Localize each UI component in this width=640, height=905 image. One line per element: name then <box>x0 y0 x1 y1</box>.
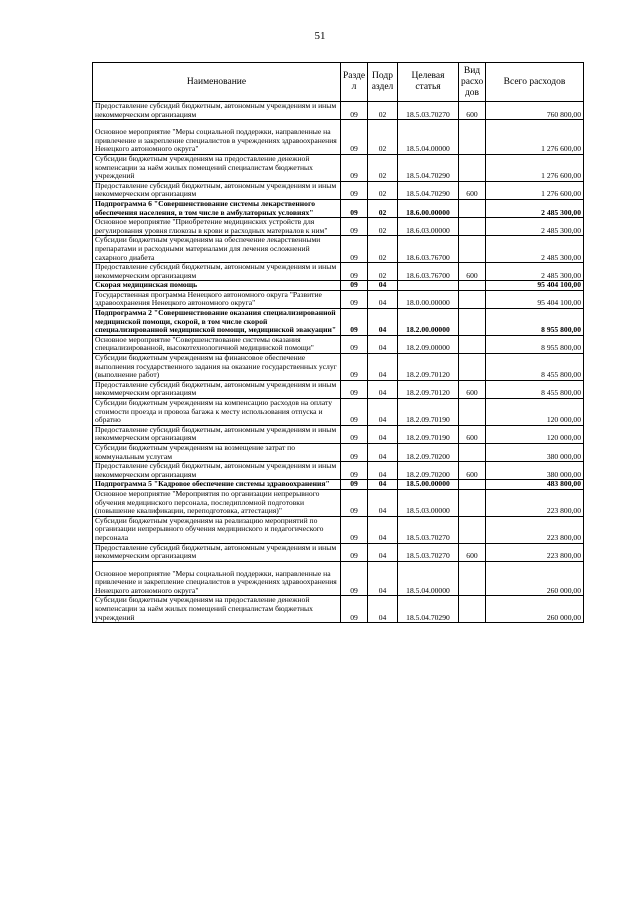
cell-subsection: 04 <box>368 489 398 516</box>
cell-subsection: 02 <box>368 236 398 263</box>
cell-name: Субсидии бюджетным учреждениям на предоставление денежной компенсации за наём жилых помещений специалистам бюджетных учреждений <box>93 596 341 623</box>
cell-section: 09 <box>341 281 368 291</box>
cell-total: 8 455 800,00 <box>486 354 584 381</box>
cell-subsection: 04 <box>368 480 398 490</box>
cell-section: 09 <box>341 102 368 120</box>
table-row <box>93 480 584 490</box>
table-row <box>93 154 584 181</box>
cell-subsection: 04 <box>368 596 398 623</box>
cell-subsection: 04 <box>368 335 398 353</box>
cell-subsection: 04 <box>368 443 398 461</box>
cell-subsection: 02 <box>368 154 398 181</box>
cell-target: 18.6.03.76700 <box>398 263 459 281</box>
cell-name: Предоставление субсидий бюджетным, автономным учреждениям и иным некоммерческим организациям <box>93 462 341 480</box>
table-row <box>93 181 584 199</box>
cell-name: Предоставление субсидий бюджетным, автономным учреждениям и иным некоммерческим организациям <box>93 425 341 443</box>
cell-target: 18.5.03.70270 <box>398 516 459 543</box>
cell-kind <box>459 290 486 308</box>
cell-target: 18.5.04.70290 <box>398 596 459 623</box>
cell-subsection: 04 <box>368 290 398 308</box>
cell-name: Субсидии бюджетным учреждениям на компенсацию расходов на оплату стоимости проезда и провоза багажа к месту использования отпуска и обратно <box>93 399 341 426</box>
cell-subsection: 04 <box>368 399 398 426</box>
cell-total: 2 485 300,00 <box>486 199 584 217</box>
cell-total: 760 800,00 <box>486 102 584 120</box>
cell-target: 18.2.09.70190 <box>398 399 459 426</box>
cell-name: Основное мероприятие "Меры социальной поддержки, направленные на привлечение и закрепление специалистов в учреждениях здравоохранения Ненецкого автономного округа" <box>93 120 341 155</box>
cell-name: Предоставление субсидий бюджетным, автономным учреждениям и иным некоммерческим организациям <box>93 263 341 281</box>
table-row <box>93 290 584 308</box>
cell-total: 223 800,00 <box>486 489 584 516</box>
cell-target: 18.5.03.00000 <box>398 489 459 516</box>
cell-subsection: 04 <box>368 543 398 561</box>
cell-name: Субсидии бюджетным учреждениям на предоставление денежной компенсации за наём жилых помещений специалистам бюджетных учреждений <box>93 154 341 181</box>
cell-total: 120 000,00 <box>486 399 584 426</box>
cell-subsection: 02 <box>368 102 398 120</box>
cell-total: 260 000,00 <box>486 561 584 596</box>
cell-target: 18.2.09.70120 <box>398 380 459 398</box>
cell-target: 18.5.03.70270 <box>398 102 459 120</box>
header-total: Всего расходов <box>486 63 584 102</box>
table-row <box>93 516 584 543</box>
table-row <box>93 596 584 623</box>
cell-name: Основное мероприятие "Приобретение медицинских устройств для регулирования уровня глюкозы в крови и расходных материалов к ним" <box>93 218 341 236</box>
cell-target: 18.2.09.70120 <box>398 354 459 381</box>
table-row <box>93 102 584 120</box>
cell-target: 18.5.03.70270 <box>398 543 459 561</box>
cell-kind <box>459 561 486 596</box>
table-row <box>93 263 584 281</box>
cell-section: 09 <box>341 120 368 155</box>
table-body <box>93 102 584 623</box>
cell-total: 380 000,00 <box>486 443 584 461</box>
cell-total: 8 955 800,00 <box>486 335 584 353</box>
cell-target: 18.2.09.00000 <box>398 335 459 353</box>
cell-kind <box>459 596 486 623</box>
cell-total: 380 000,00 <box>486 462 584 480</box>
cell-target: 18.0.00.00000 <box>398 290 459 308</box>
cell-target: 18.5.04.00000 <box>398 561 459 596</box>
table-row <box>93 489 584 516</box>
cell-subsection: 02 <box>368 263 398 281</box>
header-name: Наименование <box>93 63 341 102</box>
cell-kind <box>459 120 486 155</box>
cell-name: Подпрограмма 2 "Совершенствование оказания специализированной медицинской помощи, скорой, в том числе скорой специализированной медицинской помощи, медицинской эвакуации" <box>93 309 341 336</box>
cell-kind: 600 <box>459 380 486 398</box>
cell-kind <box>459 335 486 353</box>
cell-name: Предоставление субсидий бюджетным, автономным учреждениям и иным некоммерческим организациям <box>93 181 341 199</box>
cell-target: 18.5.04.00000 <box>398 120 459 155</box>
cell-section: 09 <box>341 309 368 336</box>
cell-total: 223 800,00 <box>486 543 584 561</box>
cell-total: 483 800,00 <box>486 480 584 490</box>
header-kind: Вид расхо дов <box>459 63 486 102</box>
cell-target <box>398 281 459 291</box>
table-row <box>93 120 584 155</box>
cell-kind: 600 <box>459 543 486 561</box>
cell-target: 18.6.03.00000 <box>398 218 459 236</box>
cell-subsection: 04 <box>368 425 398 443</box>
cell-target: 18.6.03.76700 <box>398 236 459 263</box>
page-number: 51 <box>314 30 326 42</box>
table-row <box>93 399 584 426</box>
cell-section: 09 <box>341 596 368 623</box>
cell-section: 09 <box>341 462 368 480</box>
cell-subsection: 04 <box>368 561 398 596</box>
cell-total: 120 000,00 <box>486 425 584 443</box>
table-row <box>93 543 584 561</box>
cell-section: 09 <box>341 335 368 353</box>
cell-total: 95 404 100,00 <box>486 290 584 308</box>
cell-kind: 600 <box>459 462 486 480</box>
cell-total: 1 276 600,00 <box>486 181 584 199</box>
cell-name: Предоставление субсидий бюджетным, автономным учреждениям и иным некоммерческим организациям <box>93 380 341 398</box>
cell-kind <box>459 516 486 543</box>
cell-section: 09 <box>341 399 368 426</box>
cell-subsection: 02 <box>368 181 398 199</box>
cell-kind <box>459 281 486 291</box>
cell-kind: 600 <box>459 263 486 281</box>
cell-target: 18.5.04.70290 <box>398 181 459 199</box>
cell-total: 1 276 600,00 <box>486 120 584 155</box>
cell-section: 09 <box>341 154 368 181</box>
cell-total: 260 000,00 <box>486 596 584 623</box>
cell-name: Подпрограмма 6 "Совершенствование системы лекарственного обеспечения населения, в том числе в амбулаторных условиях" <box>93 199 341 217</box>
cell-name: Субсидии бюджетным учреждениям на реализацию мероприятий по организации непрерывного обучения медицинского и педагогического персонала <box>93 516 341 543</box>
cell-kind <box>459 309 486 336</box>
table-row <box>93 218 584 236</box>
cell-name: Предоставление субсидий бюджетным, автономным учреждениям и иным некоммерческим организациям <box>93 102 341 120</box>
cell-section: 09 <box>341 561 368 596</box>
cell-target: 18.2.09.70200 <box>398 462 459 480</box>
cell-subsection: 02 <box>368 199 398 217</box>
cell-kind <box>459 154 486 181</box>
table-row <box>93 380 584 398</box>
table-row <box>93 309 584 336</box>
header-section: Разде л <box>341 63 368 102</box>
cell-section: 09 <box>341 380 368 398</box>
cell-total: 8 955 800,00 <box>486 309 584 336</box>
table-row <box>93 281 584 291</box>
table-row <box>93 425 584 443</box>
cell-kind <box>459 236 486 263</box>
cell-name: Предоставление субсидий бюджетным, автономным учреждениям и иным некоммерческим организациям <box>93 543 341 561</box>
cell-subsection: 04 <box>368 516 398 543</box>
cell-target: 18.5.00.00000 <box>398 480 459 490</box>
cell-target: 18.2.09.70190 <box>398 425 459 443</box>
cell-total: 2 485 300,00 <box>486 263 584 281</box>
cell-total: 2 485 300,00 <box>486 236 584 263</box>
cell-kind: 600 <box>459 181 486 199</box>
cell-section: 09 <box>341 199 368 217</box>
cell-kind: 600 <box>459 102 486 120</box>
cell-section: 09 <box>341 516 368 543</box>
table-row <box>93 335 584 353</box>
cell-name: Субсидии бюджетным учреждениям на финансовое обеспечение выполнения государственного задания на оказание государственных услуг (выполнение работ) <box>93 354 341 381</box>
table-row <box>93 443 584 461</box>
cell-section: 09 <box>341 354 368 381</box>
cell-subsection: 04 <box>368 380 398 398</box>
cell-target: 18.2.09.70200 <box>398 443 459 461</box>
cell-target: 18.6.00.00000 <box>398 199 459 217</box>
cell-target: 18.2.00.00000 <box>398 309 459 336</box>
cell-total: 223 800,00 <box>486 516 584 543</box>
cell-name: Государственная программа Ненецкого автономного округа "Развитие здравоохранения Ненецкого автономного округа" <box>93 290 341 308</box>
cell-name: Субсидии бюджетным учреждениям на обеспечение лекарственными препаратами и расходными материалами для лечения осложнений сахарного диабета <box>93 236 341 263</box>
cell-section: 09 <box>341 181 368 199</box>
cell-kind <box>459 489 486 516</box>
cell-target: 18.5.04.70290 <box>398 154 459 181</box>
cell-section: 09 <box>341 543 368 561</box>
cell-kind <box>459 354 486 381</box>
cell-kind: 600 <box>459 425 486 443</box>
cell-subsection: 04 <box>368 309 398 336</box>
table-row <box>93 462 584 480</box>
cell-section: 09 <box>341 290 368 308</box>
table-row <box>93 199 584 217</box>
cell-name: Основное мероприятие "Меры социальной поддержки, направленные на привлечение и закрепление специалистов в учреждениях здравоохранения Ненецкого автономного округа" <box>93 561 341 596</box>
cell-name: Основное мероприятие "Мероприятия по организации непрерывного обучения медицинского персонала, последипломной подготовки (повышение квалификации, переподготовка, аттестация)" <box>93 489 341 516</box>
cell-name: Субсидии бюджетным учреждениям на возмещение затрат по коммунальным услугам <box>93 443 341 461</box>
cell-total: 1 276 600,00 <box>486 154 584 181</box>
cell-total: 8 455 800,00 <box>486 380 584 398</box>
cell-subsection: 04 <box>368 354 398 381</box>
cell-kind <box>459 218 486 236</box>
cell-section: 09 <box>341 236 368 263</box>
cell-subsection: 04 <box>368 462 398 480</box>
cell-section: 09 <box>341 263 368 281</box>
cell-kind <box>459 199 486 217</box>
cell-name: Подпрограмма 5 "Кадровое обеспечение системы здравоохранения" <box>93 480 341 490</box>
cell-section: 09 <box>341 489 368 516</box>
cell-section: 09 <box>341 425 368 443</box>
cell-kind <box>459 399 486 426</box>
cell-section: 09 <box>341 443 368 461</box>
cell-name: Скорая медицинская помощь <box>93 281 341 291</box>
cell-total: 95 404 100,00 <box>486 281 584 291</box>
budget-table <box>92 62 584 623</box>
table-row <box>93 354 584 381</box>
cell-name: Основное мероприятие "Совершенствование системы оказания специализированной, высокотехнологичной медицинской помощи" <box>93 335 341 353</box>
header-subsection: Подр аздел <box>368 63 398 102</box>
cell-kind <box>459 480 486 490</box>
cell-total: 2 485 300,00 <box>486 218 584 236</box>
cell-subsection: 04 <box>368 281 398 291</box>
table-header-row <box>93 63 584 102</box>
cell-subsection: 02 <box>368 218 398 236</box>
table-row <box>93 236 584 263</box>
cell-section: 09 <box>341 480 368 490</box>
cell-kind <box>459 443 486 461</box>
cell-subsection: 02 <box>368 120 398 155</box>
header-target: Целевая статья <box>398 63 459 102</box>
table-row <box>93 561 584 596</box>
cell-section: 09 <box>341 218 368 236</box>
